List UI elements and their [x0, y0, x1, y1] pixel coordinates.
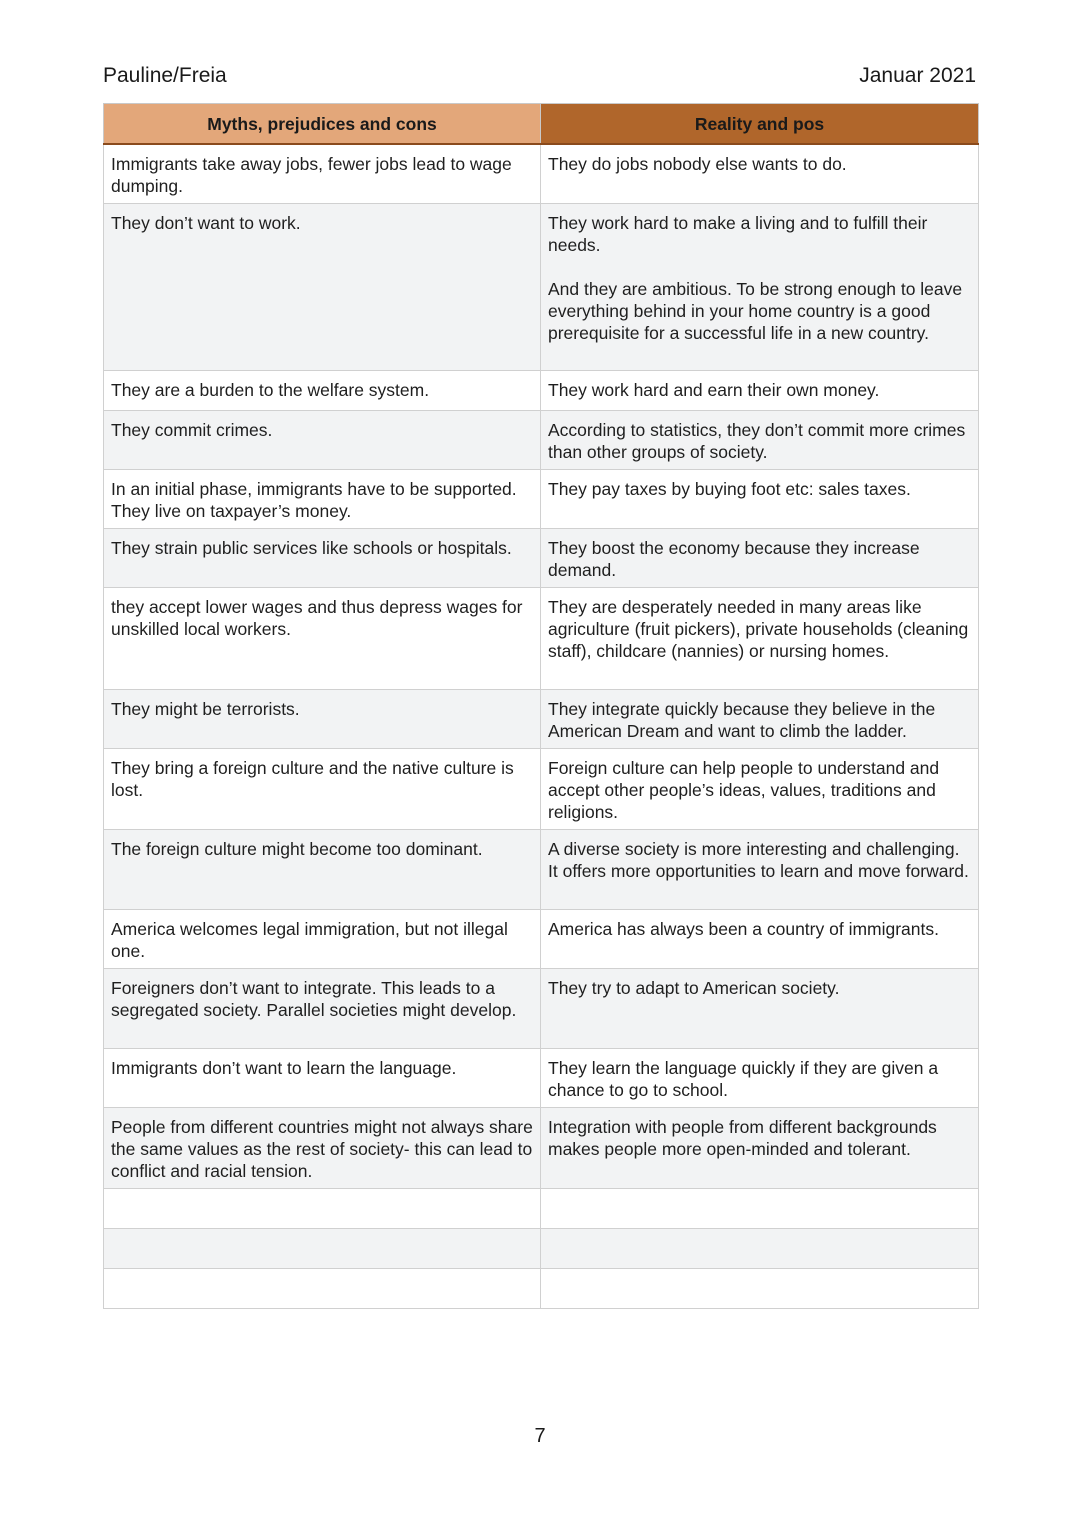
reality-cell [541, 1229, 979, 1269]
myth-cell: They don’t want to work. [104, 204, 541, 371]
table-row [104, 1269, 979, 1309]
table-row [104, 371, 979, 411]
table-header-row [104, 104, 979, 145]
myth-cell: In an initial phase, immigrants have to be supported. They live on taxpayer’s money. [104, 470, 541, 529]
reality-cell [541, 1269, 979, 1309]
reality-cell [541, 1189, 979, 1229]
table-row [104, 690, 979, 749]
myth-cell [104, 1269, 541, 1309]
column-header-reality: Reality and pos [541, 104, 979, 145]
table-row [104, 411, 979, 470]
myth-cell [104, 1189, 541, 1229]
myth-cell: People from different countries might not always share the same values as the rest of society- this can lead to conflict and racial tension. [104, 1108, 541, 1189]
table-row [104, 910, 979, 969]
table-row [104, 969, 979, 1049]
page-number: 7 [534, 1425, 546, 1447]
column-header-myths: Myths, prejudices and cons [104, 104, 541, 145]
myth-cell: America welcomes legal immigration, but not illegal one. [104, 910, 541, 969]
myth-cell [104, 1229, 541, 1269]
reality-text-continued: And they are ambitious. To be strong enough to leave everything behind in your home country is a good prerequisite for a successful life in a new country. [548, 279, 963, 343]
author-names: Pauline/Freia [103, 64, 227, 87]
table-row [104, 749, 979, 830]
document-date: Januar 2021 [859, 64, 976, 87]
table-row [104, 1049, 979, 1108]
reality-cell: They boost the economy because they increase demand. [541, 529, 979, 588]
reality-cell: Foreign culture can help people to understand and accept other people’s ideas, values, traditions and religions. [541, 749, 979, 830]
reality-cell [541, 204, 979, 371]
myth-cell: They strain public services like schools or hospitals. [104, 529, 541, 588]
myths-vs-reality-table [103, 103, 979, 1309]
reality-cell: They pay taxes by buying foot etc: sales taxes. [541, 470, 979, 529]
reality-cell: America has always been a country of immigrants. [541, 910, 979, 969]
reality-cell: A diverse society is more interesting and challenging. It offers more opportunities to learn and move forward. [541, 830, 979, 910]
reality-cell: They try to adapt to American society. [541, 969, 979, 1049]
table-row [104, 470, 979, 529]
table-row [104, 1229, 979, 1269]
reality-cell: They do jobs nobody else wants to do. [541, 144, 979, 204]
table-row [104, 1189, 979, 1229]
reality-cell: They learn the language quickly if they are given a chance to go to school. [541, 1049, 979, 1108]
myth-cell: They bring a foreign culture and the native culture is lost. [104, 749, 541, 830]
myth-cell: they accept lower wages and thus depress wages for unskilled local workers. [104, 588, 541, 690]
table-row [104, 830, 979, 910]
myth-cell: They commit crimes. [104, 411, 541, 470]
table-row [104, 588, 979, 690]
reality-text: They work hard to make a living and to fulfill their needs. [548, 213, 928, 255]
reality-cell: They are desperately needed in many areas like agriculture (fruit pickers), private households (cleaning staff), childcare (nannies) or nursing homes. [541, 588, 979, 690]
myth-cell: They might be terrorists. [104, 690, 541, 749]
table-row [104, 529, 979, 588]
reality-cell: Integration with people from different backgrounds makes people more open-minded and tolerant. [541, 1108, 979, 1189]
table-row [104, 1108, 979, 1189]
table-row [104, 204, 979, 371]
myth-cell: Immigrants take away jobs, fewer jobs lead to wage dumping. [104, 144, 541, 204]
table-row [104, 144, 979, 204]
myth-cell: The foreign culture might become too dominant. [104, 830, 541, 910]
myth-cell: Immigrants don’t want to learn the language. [104, 1049, 541, 1108]
reality-cell: They work hard and earn their own money. [541, 371, 979, 411]
myth-cell: Foreigners don’t want to integrate. This leads to a segregated society. Parallel societies might develop. [104, 969, 541, 1049]
reality-cell: According to statistics, they don’t commit more crimes than other groups of society. [541, 411, 979, 470]
myth-cell: They are a burden to the welfare system. [104, 371, 541, 411]
reality-cell: They integrate quickly because they believe in the American Dream and want to climb the ladder. [541, 690, 979, 749]
